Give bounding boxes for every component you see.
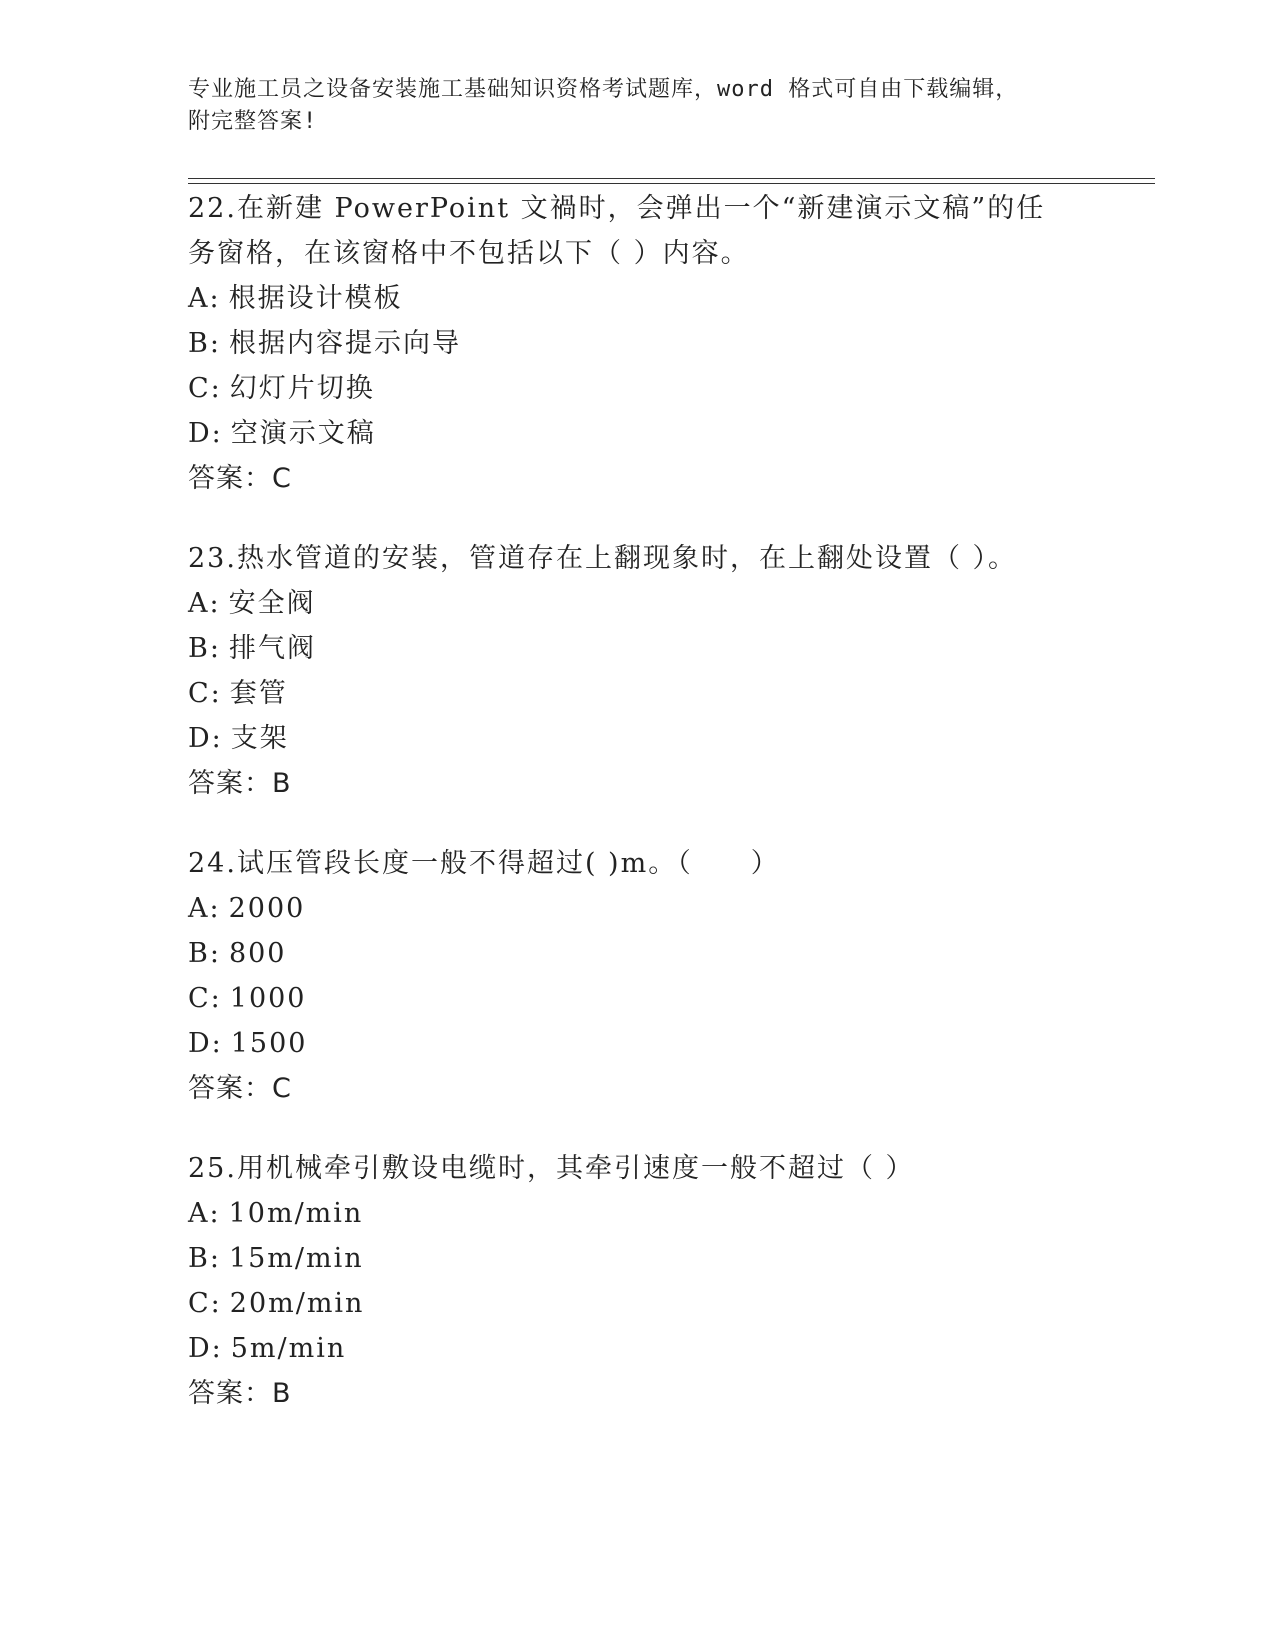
option-text: 5m/min (230, 1333, 347, 1364)
option-b (188, 626, 1148, 671)
option-text: 1000 (229, 983, 307, 1014)
answer-line: 答案：C (188, 463, 292, 494)
header-divider-bottom (188, 183, 1155, 184)
question-25 (188, 1146, 1148, 1416)
question-22 (188, 186, 1148, 501)
option-b (188, 1236, 1148, 1281)
option-a (188, 581, 1148, 626)
option-letter: D: (188, 723, 223, 754)
option-letter: D: (188, 1028, 223, 1059)
option-text: 安全阀 (228, 588, 316, 619)
option-text: 1500 (230, 1028, 308, 1059)
header-divider-top (188, 178, 1155, 179)
option-d (188, 411, 1148, 456)
option-text: 2000 (228, 893, 306, 924)
option-text: 20m/min (229, 1288, 365, 1319)
answer-line: 答案：C (188, 1073, 292, 1104)
question-23 (188, 536, 1148, 806)
option-letter: C: (188, 373, 222, 404)
option-text: 15m/min (228, 1243, 364, 1274)
document-header (188, 74, 1088, 138)
option-letter: A: (188, 893, 221, 924)
option-letter: B: (188, 1243, 221, 1274)
question-list (188, 186, 1148, 1451)
option-b (188, 321, 1148, 366)
answer-line: 答案：B (188, 1378, 292, 1409)
option-letter: A: (188, 283, 221, 314)
option-text: 支架 (230, 723, 289, 754)
option-d (188, 1021, 1148, 1066)
option-text: 幻灯片切换 (229, 373, 375, 404)
option-c (188, 366, 1148, 411)
question-stem: 24.试压管段长度一般不得超过( )m。（ ） (188, 848, 780, 879)
option-d (188, 716, 1148, 761)
option-text: 套管 (229, 678, 288, 709)
question-stem: 23.热水管道的安装，管道存在上翻现象时，在上翻处设置（ ）。 (188, 543, 1018, 574)
option-letter: D: (188, 418, 223, 449)
option-d (188, 1326, 1148, 1371)
header-line-2: 附完整答案! (188, 109, 318, 134)
answer-line: 答案：B (188, 768, 292, 799)
option-letter: C: (188, 983, 222, 1014)
option-a (188, 886, 1148, 931)
option-c (188, 671, 1148, 716)
option-text: 根据内容提示向导 (228, 328, 461, 359)
option-text: 根据设计模板 (228, 283, 403, 314)
option-text: 空演示文稿 (230, 418, 376, 449)
option-letter: B: (188, 328, 221, 359)
header-line-1: 专业施工员之设备安装施工基础知识资格考试题库，word 格式可自由下载编辑， (188, 77, 1019, 102)
option-a (188, 1191, 1148, 1236)
option-c (188, 1281, 1148, 1326)
option-letter: C: (188, 678, 222, 709)
option-letter: B: (188, 938, 221, 969)
option-text: 排气阀 (228, 633, 316, 664)
option-text: 800 (228, 938, 287, 969)
option-letter: C: (188, 1288, 222, 1319)
option-text: 10m/min (228, 1198, 364, 1229)
option-b (188, 931, 1148, 976)
option-c (188, 976, 1148, 1021)
option-letter: A: (188, 1198, 221, 1229)
question-stem: 25.用机械牵引敷设电缆时，其牵引速度一般不超过（ ） (188, 1153, 915, 1184)
option-letter: A: (188, 588, 221, 619)
question-stem: 22.在新建 PowerPoint 文禍时，会弹出一个“新建演示文稿”的任务窗格，在该窗格中不包括以下（ ）内容。 (188, 193, 1046, 269)
question-24 (188, 841, 1148, 1111)
option-a (188, 276, 1148, 321)
option-letter: D: (188, 1333, 223, 1364)
option-letter: B: (188, 633, 221, 664)
